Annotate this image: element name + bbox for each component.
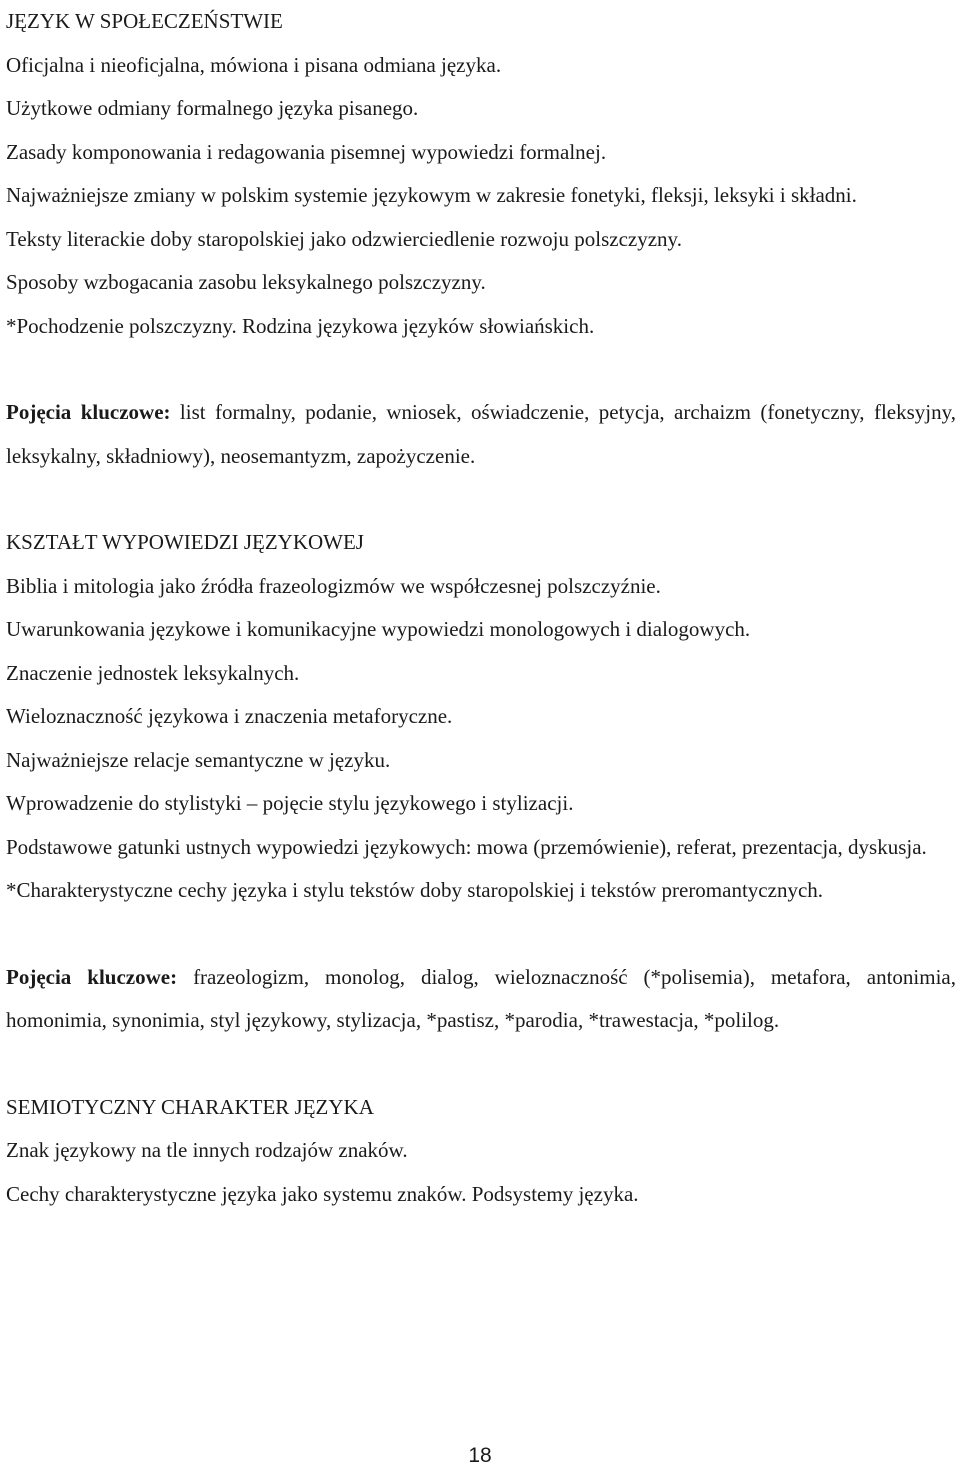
topic-line: Zasady komponowania i redagowania pisemnej wypowiedzi formalnej. [6,139,607,164]
paragraph-gap [6,478,956,521]
topic-line: Najważniejsze zmiany w polskim systemie językowym w zakresie fonetyki, fleksji, leksyki i składni. [6,183,857,207]
topic-line: Najważniejsze relacje semantyczne w języku. [6,747,391,772]
key-concepts [6,956,956,1043]
key-concepts-text: frazeologizm, monolog, dialog, wieloznaczność (*polisemia), metafora, antonimia, homonimia, synonimia, styl językowy, stylizacja, *pastisz, *parodia, *trawestacja, *polilog. [6,964,956,1032]
key-concepts-label: Pojęcia kluczowe: [6,964,178,989]
topic-line: *Charakterystyczne cechy języka i stylu tekstów doby staropolskiej i tekstów preromantycznych. [6,878,824,902]
key-concepts-label: Pojęcia kluczowe: [6,400,171,424]
topic-line: Sposoby wzbogacania zasobu leksykalnego polszczyzny. [6,270,486,294]
section-heading: SEMIOTYCZNY CHARAKTER JĘZYKA [6,1094,374,1119]
document-page [6,0,956,1216]
section-heading: KSZTAŁT WYPOWIEDZI JĘZYKOWEJ [6,530,364,554]
topic-line: Cechy charakterystyczne języka jako systemu znaków. Podsystemy języka. [6,1181,639,1206]
topic-line: Znaczenie jednostek leksykalnych. [6,660,300,685]
topic-line: Znak językowy na tle innych rodzajów znaków. [6,1138,408,1162]
topic-line: Użytkowe odmiany formalnego języka pisanego. [6,96,419,120]
topic-line: Wieloznaczność językowa i znaczenia metaforyczne. [6,704,453,728]
topic-line: Podstawowe gatunki ustnych wypowiedzi językowych: mowa (przemówienie), referat, prezentacja, dyskusja. [6,834,927,859]
topic-line: Teksty literackie doby staropolskiej jako odzwierciedlenie rozwoju polszczyzny. [6,226,682,251]
key-concepts [6,391,956,478]
topic-line: Uwarunkowania językowe i komunikacyjne wypowiedzi monologowych i dialogowych. [6,617,751,641]
page-number: 18 [468,1444,492,1467]
paragraph-gap [6,348,956,391]
paragraph-gap [6,913,956,956]
key-concepts-text: list formalny, podanie, wniosek, oświadczenie, petycja, archaizm (fonetyczny, fleksyjny, leksykalny, składniowy), neosemantyzm, zapożyczenie. [6,400,956,468]
topic-line: Wprowadzenie do stylistyki – pojęcie stylu językowego i stylizacji. [6,791,574,815]
topic-line: Oficjalna i nieoficjalna, mówiona i pisana odmiana języka. [6,52,502,77]
topic-line: Biblia i mitologia jako źródła frazeologizmów we współczesnej polszczyźnie. [6,573,661,598]
paragraph-gap [6,1043,956,1086]
topic-line: *Pochodzenie polszczyzny. Rodzina językowa języków słowiańskich. [6,313,595,338]
section-heading: JĘZYK W SPOŁECZEŃSTWIE [6,9,283,33]
